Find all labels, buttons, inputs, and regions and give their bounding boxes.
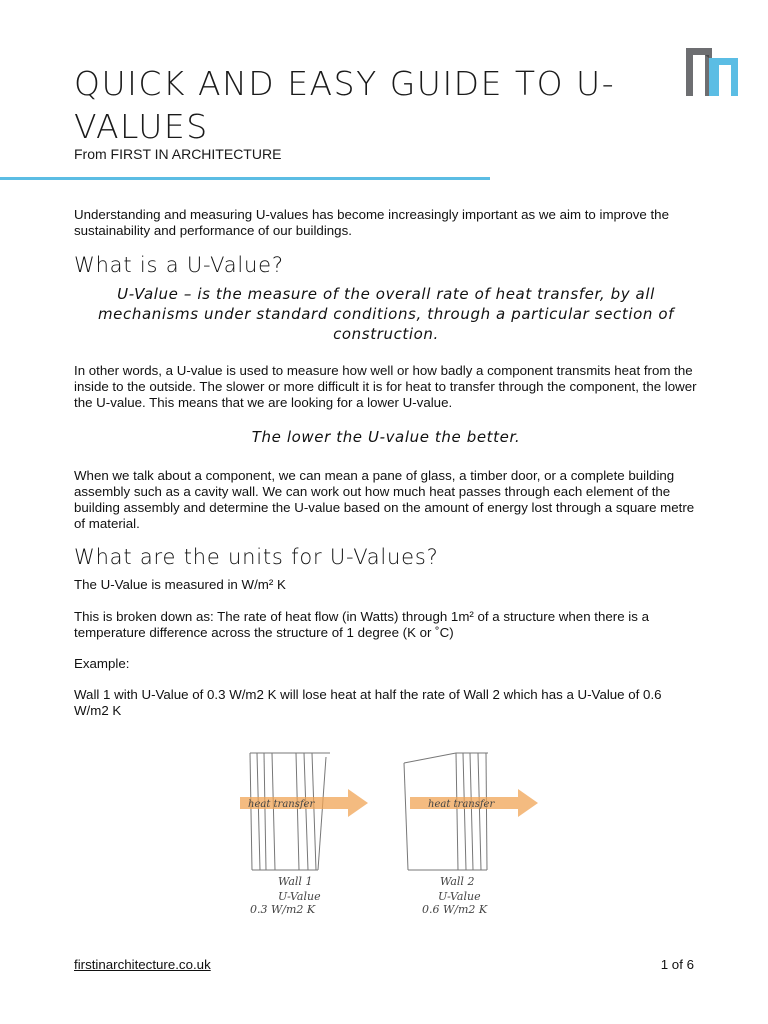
units-paragraph: The U-Value is measured in W/m² K — [74, 577, 286, 592]
wall-1-sketch — [250, 753, 330, 870]
breakdown-paragraph: This is broken down as: The rate of heat flow (in Watts) through 1m² of a structure when there is a temperature difference across the structure of 1 degree (K or ˚C) — [74, 609, 649, 640]
page-subtitle: From FIRST IN ARCHITECTURE — [74, 146, 282, 162]
footer-website-link[interactable]: firstinarchitecture.co.uk — [74, 957, 211, 972]
wall-1-value: 0.3 W/m2 K — [250, 903, 316, 916]
wall-2-arrow-label: heat transfer — [428, 799, 495, 810]
wall-1-arrow-label: heat transfer — [248, 799, 315, 810]
section1-paragraph-2: When we talk about a component, we can mean a pane of glass, a timber door, or a complete building assembly such as a cavity wall. We can work out how much heat passes through each element of the building assembly and determine the U-value based on the amount of energy lost through a square metre of material. — [74, 468, 695, 531]
page-title: QUICK AND EASY GUIDE TO U-VALUES — [74, 64, 616, 146]
wall-1-label: U-Value — [278, 890, 321, 903]
definition-quote: U-Value – is the measure of the overall rate of heat transfer, by all mechanisms under standard conditions, through a particular section of construction. — [97, 285, 675, 343]
section1-paragraph-1: In other words, a U-value is used to measure how well or how badly a component transmits heat from the inside to the outside. The slower or more difficult it is for heat to transfer through the component, the lower the U-value. This means that we are looking for a lower U-value. — [74, 363, 697, 410]
wall-1-name: Wall 1 — [278, 875, 313, 888]
header-divider — [0, 177, 490, 180]
page-number: 1 of 6 — [660, 957, 694, 972]
logo-icon — [686, 44, 742, 96]
wall-2-sketch — [404, 753, 488, 870]
wall-comparison-diagram — [230, 745, 550, 925]
wall-2-value: 0.6 W/m2 K — [422, 903, 488, 916]
section-heading-units: What are the units for U-Values? — [74, 545, 439, 569]
emphasis-quote: The lower the U-value the better. — [251, 428, 521, 446]
example-label: Example: — [74, 656, 130, 671]
wall-2-name: Wall 2 — [440, 875, 475, 888]
section-heading-what-is: What is a U-Value? — [74, 253, 284, 277]
intro-paragraph: Understanding and measuring U-values has become increasingly important as we aim to improve the sustainability and performance of our buildings. — [74, 207, 669, 238]
example-paragraph: Wall 1 with U-Value of 0.3 W/m2 K will lose heat at half the rate of Wall 2 which has a U-Value of 0.6 W/m2 K — [74, 687, 662, 718]
wall-2-label: U-Value — [438, 890, 481, 903]
